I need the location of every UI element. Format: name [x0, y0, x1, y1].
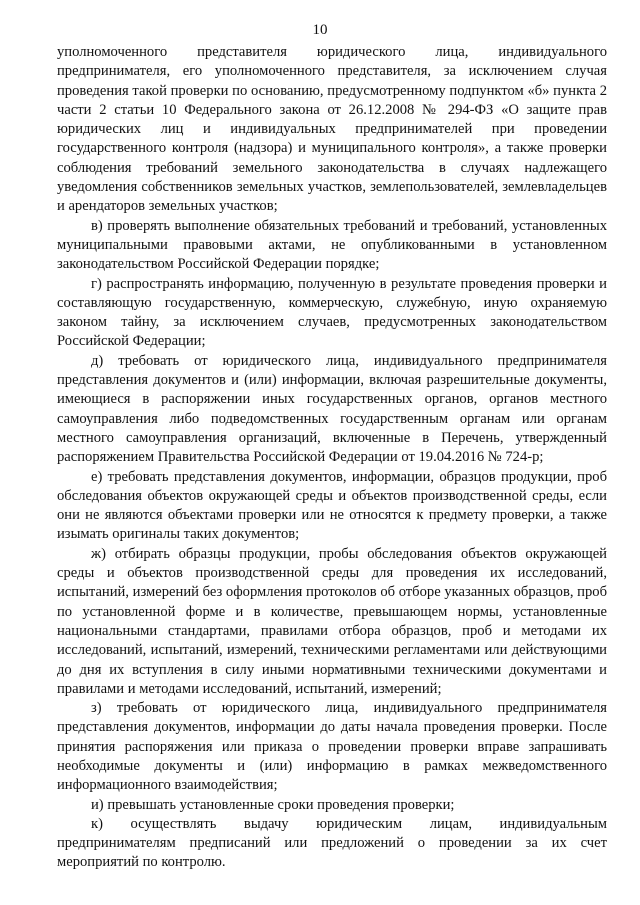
- document-body: [57, 43, 607, 873]
- paragraph-item-z: з) требовать от юридического лица, индивидуального предпринимателя представления документов, информации до даты начала проведения проверки. После принятия распоряжения или приказа о проведении проверки вправе запрашивать необходимые документы и (или) информацию в рамках межведомственного информационного взаимодействия;: [57, 700, 607, 794]
- paragraph-item-g: г) распространять информацию, полученную в результате проведения проверки и составляющую государственную, коммерческую, служебную, иную охраняемую законом тайну, за исключением случаев, предусмотренных законодательством Российской Федерации;: [57, 275, 607, 350]
- paragraph-item-d: д) требовать от юридического лица, индивидуального предпринимателя представления документов и (или) информации, включая разрешительные документы, имеющиеся в распоряжении иных государственных органов, органов местного самоуправления либо подведомственных государственным органам или органам местного самоуправления организаций, включенные в Перечень, утвержденный распоряжением Правительства Российской Федерации от 19.04.2016 № 724-р;: [57, 352, 607, 466]
- paragraph-item-k: к) осуществлять выдачу юридическим лицам, индивидуальным предпринимателям предписаний или предложений о проведении за их счет мероприятий по контролю.: [57, 815, 607, 871]
- paragraph-continuation: уполномоченного представителя юридического лица, индивидуального предпринимателя, его уполномоченного представителя, за исключением случая проведения такой проверки по основанию, предусмотренному подпунктом «б» пункта 2 части 2 статьи 10 Федерального закона от 26.12.2008 № 294-ФЗ «О защите прав юридических лиц и индивидуальных предпринимателей при проведении государственного контроля (надзора) и муниципального контроля», а также проверки соблюдения требований земельного законодательства в случаях надлежащего уведомления собственников земельных участков, землепользователей, землевладельцев и арендаторов земельных участков;: [57, 44, 607, 215]
- paragraph-item-zh: ж) отбирать образцы продукции, пробы обследования объектов окружающей среды и объектов производственной среды для проведения их исследований, испытаний, измерений без оформления протоколов об отборе указанных образцов, проб по установленной форме и в количестве, превышающем нормы, установленные национальными стандартами, правилами отбора образцов, проб и методами их исследований, испытаний, измерений, техническими регламентами или действующими до дня их вступления в силу иными нормативными техническими документами и правилами и методами исследований, испытаний, измерений;: [57, 545, 607, 697]
- paragraph-item-i: и) превышать установленные сроки проведения проверки;: [91, 796, 455, 813]
- paragraph-item-v: в) проверять выполнение обязательных требований и требований, установленных муниципальными правовыми актами, не опубликованными в установленном законодательством Российской Федерации порядке;: [57, 217, 607, 273]
- page-number: 10: [312, 22, 328, 38]
- paragraph-item-e: е) требовать представления документов, информации, образцов продукции, проб обследования объектов окружающей среды и объектов производственной среды, если они не являются объектами проверки или не относятся к предмету проверки, а также изымать оригиналы таких документов;: [57, 468, 607, 543]
